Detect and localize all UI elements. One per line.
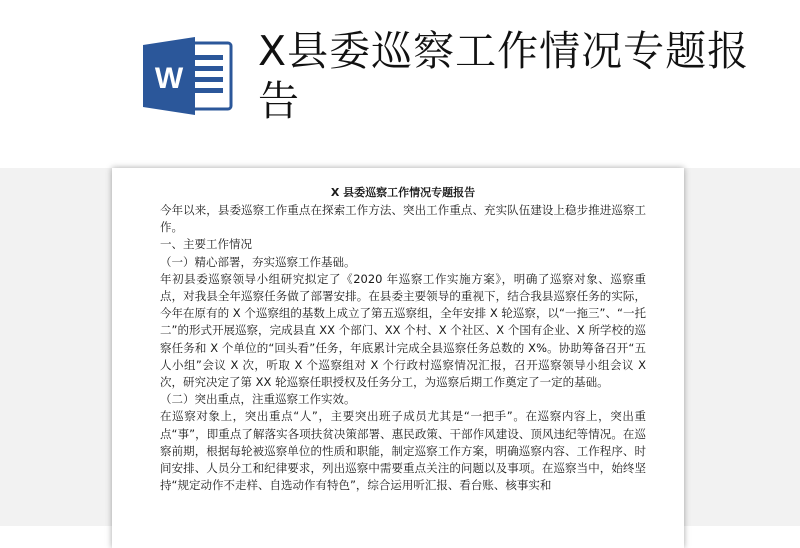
word-icon-letter: W	[154, 62, 184, 95]
banner	[0, 0, 800, 160]
document-heading: X 县委巡察工作情况专题报告	[330, 186, 476, 199]
paragraph-2: 在巡察对象上，突出重点“人”，主要突出班子成员尤其是“一把手”。在巡察内容上，突出重点“事”，即重点了解落实各项扶贫决策部署、惠民政策、干部作风建设、顶风违纪等情况。在巡察前期，根据每轮被巡察单位的性质和职能，制定巡察工作方案，明确巡察内容、工作程序、时间安排、人员分工和纪律要求，列出巡察中需要重点关注的问题以及事项。在巡察当中，始终坚持“规定动作不走样、自选动作有特色”，综合运用听汇报、看台账、核事实和	[160, 409, 646, 493]
section-heading-1: 一、主要工作情况	[160, 237, 252, 252]
document-page[interactable]	[112, 168, 684, 548]
page-title: X县委巡察工作情况专题报告	[258, 27, 750, 125]
subsection-heading-2: （二）突出重点，注重巡察工作实效。	[160, 392, 356, 407]
paragraph-intro: 今年以来，县委巡察工作重点在探索工作方法、突出工作重点、充实队伍建设上稳步推进巡察工作。	[160, 203, 646, 235]
subsection-heading-1: （一）精心部署，夯实巡察工作基础。	[160, 254, 356, 269]
document-body	[160, 184, 646, 494]
word-icon[interactable]	[143, 35, 235, 117]
paragraph-1: 年初县委巡察领导小组研究拟定了《2020 年巡察工作实施方案》，明确了巡察对象、巡察重点，对我县全年巡察任务做了部署安排。在县委主要领导的重视下，结合我县巡察任务的实际，今年在原有的 X 个巡察组的基数上成立了第五巡察组，全年安排 X 轮巡察，以“一拖三”、“一托二”的形式开展巡察，完成县直 XX 个部门、XX 个村、X 个社区、X 个国有企业、X 所学校的巡察任务和 X 个单位的“回头看”任务，年底累计完成全县巡察任务总数的 X%。协助筹备召开“五人小组”会议 X 次，听取 X 个巡察组对 X 个行政村巡察情况汇报，召开巡察领导小组会议 X 次，研究决定了第 XX 轮巡察任职授权及任务分工，为巡察后期工作奠定了一定的基础。	[160, 271, 646, 390]
